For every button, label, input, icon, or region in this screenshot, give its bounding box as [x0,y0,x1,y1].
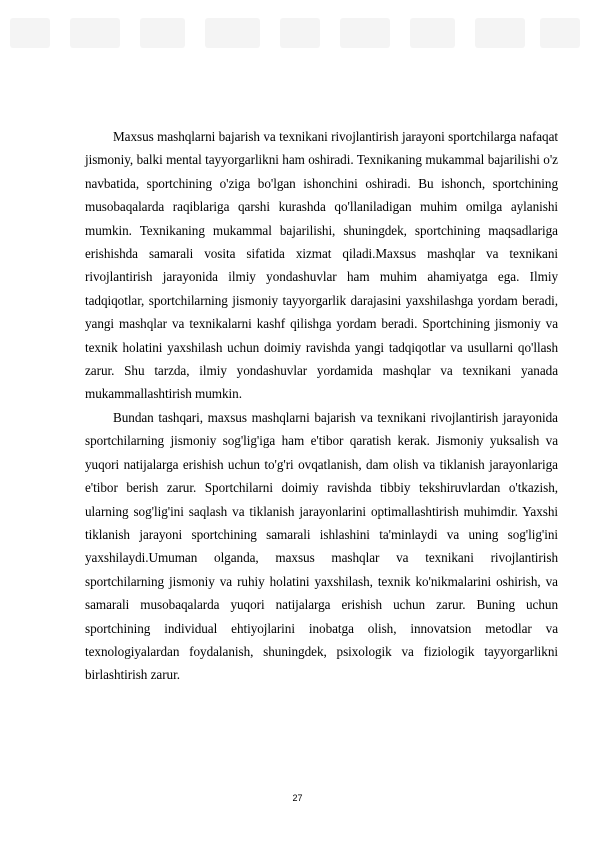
paragraph: Maxsus mashqlarni bajarish va texnikani rivojlantirish jarayoni sportchilarga nafaqat jismoniy, balki mental tayyorgarlikni ham oshiradi. Texnikaning mukammal bajarilishi o'z navbatida, sportchining o'ziga bo'lgan ishonchini oshiradi. Bu ishonch, sportchining musobaqalarda raqiblariga qarshi kurashda qo'llaniladigan muhim omilga aylanishi mumkin. Texnikaning mukammal bajarilishi, shuningdek, sportchining maqsadlariga erishishda samarali vosita sifatida xizmat qiladi.Maxsus mashqlar va texnikani rivojlantirish jarayonida ilmiy yondashuvlar ham muhim ahamiyatga ega. Ilmiy tadqiqotlar, sportchilarning jismoniy tayyorgarlik darajasini yaxshilashga yordam beradi, yangi mashqlar va texnikalarni kashf qilishga yordam beradi. Sportchining jismoniy va texnik holatini yaxshilash uchun doimiy ravishda yangi tadqiqotlar va usullarni qo'llash zarur. Shu tarzda, ilmiy yondashuvlar yordamida mashqlar va texnikani yanada mukammallashtirish mumkin. [85,129,558,402]
document-body [85,125,558,687]
paragraph: Bundan tashqari, maxsus mashqlarni bajarish va texnikani rivojlantirish jarayonida sportchilarning jismoniy sog'lig'iga ham e'tibor qaratish kerak. Jismoniy yuksalish va yuqori natijalarga erishish uchun to'g'ri ovqatlanish, dam olish va tiklanish jarayonlariga e'tibor berish zarur. Sportchilarni doimiy ravishda tibbiy tekshiruvlardan o'tkazish, ularning sog'lig'ini saqlash va tiklanish jarayonlarini optimallashtirish muhimdir. Yaxshi tiklanish jarayoni sportchining samarali ishlashini ta'minlaydi va uning sog'lig'ini yaxshilaydi.Umuman olganda, maxsus mashqlar va texnikani rivojlantirish sportchilarning jismoniy va ruhiy holatini yaxshilash, texnik ko'nikmalarini oshirish, va samarali musobaqalarda yuqori natijalarga erishish uchun zarur. Buning uchun sportchining individual ehtiyojlarini inobatga olish, innovatsion metodlar va texnologiyalardan foydalanish, shuningdek, psixologik va fiziologik tayyorgarlikni birlashtirish zarur. [85,409,558,683]
page-number: 27 [292,793,303,803]
